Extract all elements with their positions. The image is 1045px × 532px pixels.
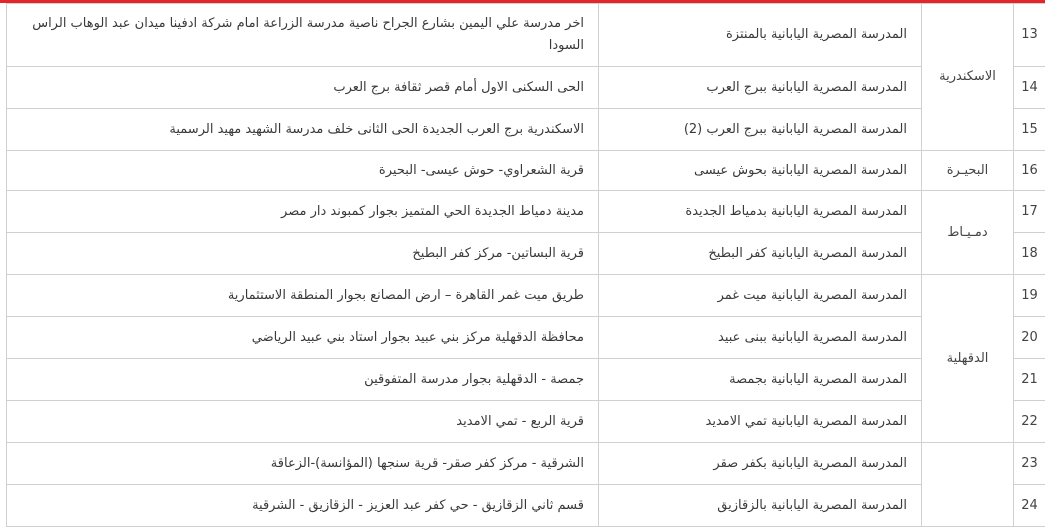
school-address: اخر مدرسة علي اليمين بشارع الجراح ناصية مدرسة الزراعة امام شركة ادفينا ميدان عبد الوهاب الراس السودا (7, 4, 599, 67)
schools-table (6, 3, 1045, 527)
school-name: المدرسة المصرية اليابانية بدمياط الجديدة (599, 191, 922, 233)
school-name: المدرسة المصرية اليابانية ببرج العرب (2) (599, 109, 922, 151)
row-number: 16 (1014, 151, 1045, 191)
school-address: محافظة الدقهلية مركز بني عبيد بجوار استاد بني عبيد الرياضي (7, 317, 599, 359)
governorate-cell: الدقهلية (922, 275, 1014, 443)
school-name: المدرسة المصرية اليابانية ببنى عبيد (599, 317, 922, 359)
row-number: 20 (1014, 317, 1045, 359)
school-address: جمصة - الدقهلية بجوار مدرسة المتفوقين (7, 359, 599, 401)
table-row (7, 233, 1045, 275)
governorate-cell (922, 443, 1014, 527)
school-name: المدرسة المصرية اليابانية كفر البطيخ (599, 233, 922, 275)
school-address: قرية البساتين- مركز كفر البطيخ (7, 233, 599, 275)
table-row (7, 67, 1045, 109)
table-row (7, 401, 1045, 443)
school-address: قسم ثاني الزقازيق - حي كفر عبد العزيز - الزقازيق - الشرقية (7, 485, 599, 527)
school-address: الاسكندرية برج العرب الجديدة الحى الثانى خلف مدرسة الشهيد مهيد الرسمية (7, 109, 599, 151)
school-name: المدرسة المصرية اليابانية ببرج العرب (599, 67, 922, 109)
row-number: 21 (1014, 359, 1045, 401)
row-number: 15 (1014, 109, 1045, 151)
schools-table-body (7, 4, 1045, 527)
school-name: المدرسة المصرية اليابانية ميت غمر (599, 275, 922, 317)
school-name: المدرسة المصرية اليابانية بحوش عيسى (599, 151, 922, 191)
school-name: المدرسة المصرية اليابانية بالمنتزة (599, 4, 922, 67)
school-address: مدينة دمياط الجديدة الحي المتميز بجوار كمبوند دار مصر (7, 191, 599, 233)
governorate-cell: دمـيـاط (922, 191, 1014, 275)
school-address: الشرقية - مركز كفر صقر- قرية سنجها (المؤانسة)-الزعاقة (7, 443, 599, 485)
table-row (7, 485, 1045, 527)
school-name: المدرسة المصرية اليابانية بكفر صقر (599, 443, 922, 485)
row-number: 13 (1014, 4, 1045, 67)
school-name: المدرسة المصرية اليابانية تمي الامديد (599, 401, 922, 443)
governorate-cell: البحيـرة (922, 151, 1014, 191)
row-number: 22 (1014, 401, 1045, 443)
table-row (7, 109, 1045, 151)
row-number: 18 (1014, 233, 1045, 275)
school-address: قرية الربع - تمي الامديد (7, 401, 599, 443)
school-address: الحى السكنى الاول أمام قصر ثقافة برج العرب (7, 67, 599, 109)
row-number: 24 (1014, 485, 1045, 527)
school-address: طريق ميت غمر القاهرة – ارض المصانع بجوار المنطقة الاستثمارية (7, 275, 599, 317)
table-row (7, 4, 1045, 67)
row-number: 17 (1014, 191, 1045, 233)
school-name: المدرسة المصرية اليابانية بالزقازيق (599, 485, 922, 527)
row-number: 14 (1014, 67, 1045, 109)
table-row (7, 317, 1045, 359)
school-address: قرية الشعراوي- حوش عيسى- البحيرة (7, 151, 599, 191)
row-number: 19 (1014, 275, 1045, 317)
table-row (7, 151, 1045, 191)
table-row (7, 359, 1045, 401)
table-row (7, 191, 1045, 233)
table-row (7, 443, 1045, 485)
school-name: المدرسة المصرية اليابانية بجمصة (599, 359, 922, 401)
table-row (7, 275, 1045, 317)
governorate-cell: الاسكندرية (922, 4, 1014, 151)
row-number: 23 (1014, 443, 1045, 485)
